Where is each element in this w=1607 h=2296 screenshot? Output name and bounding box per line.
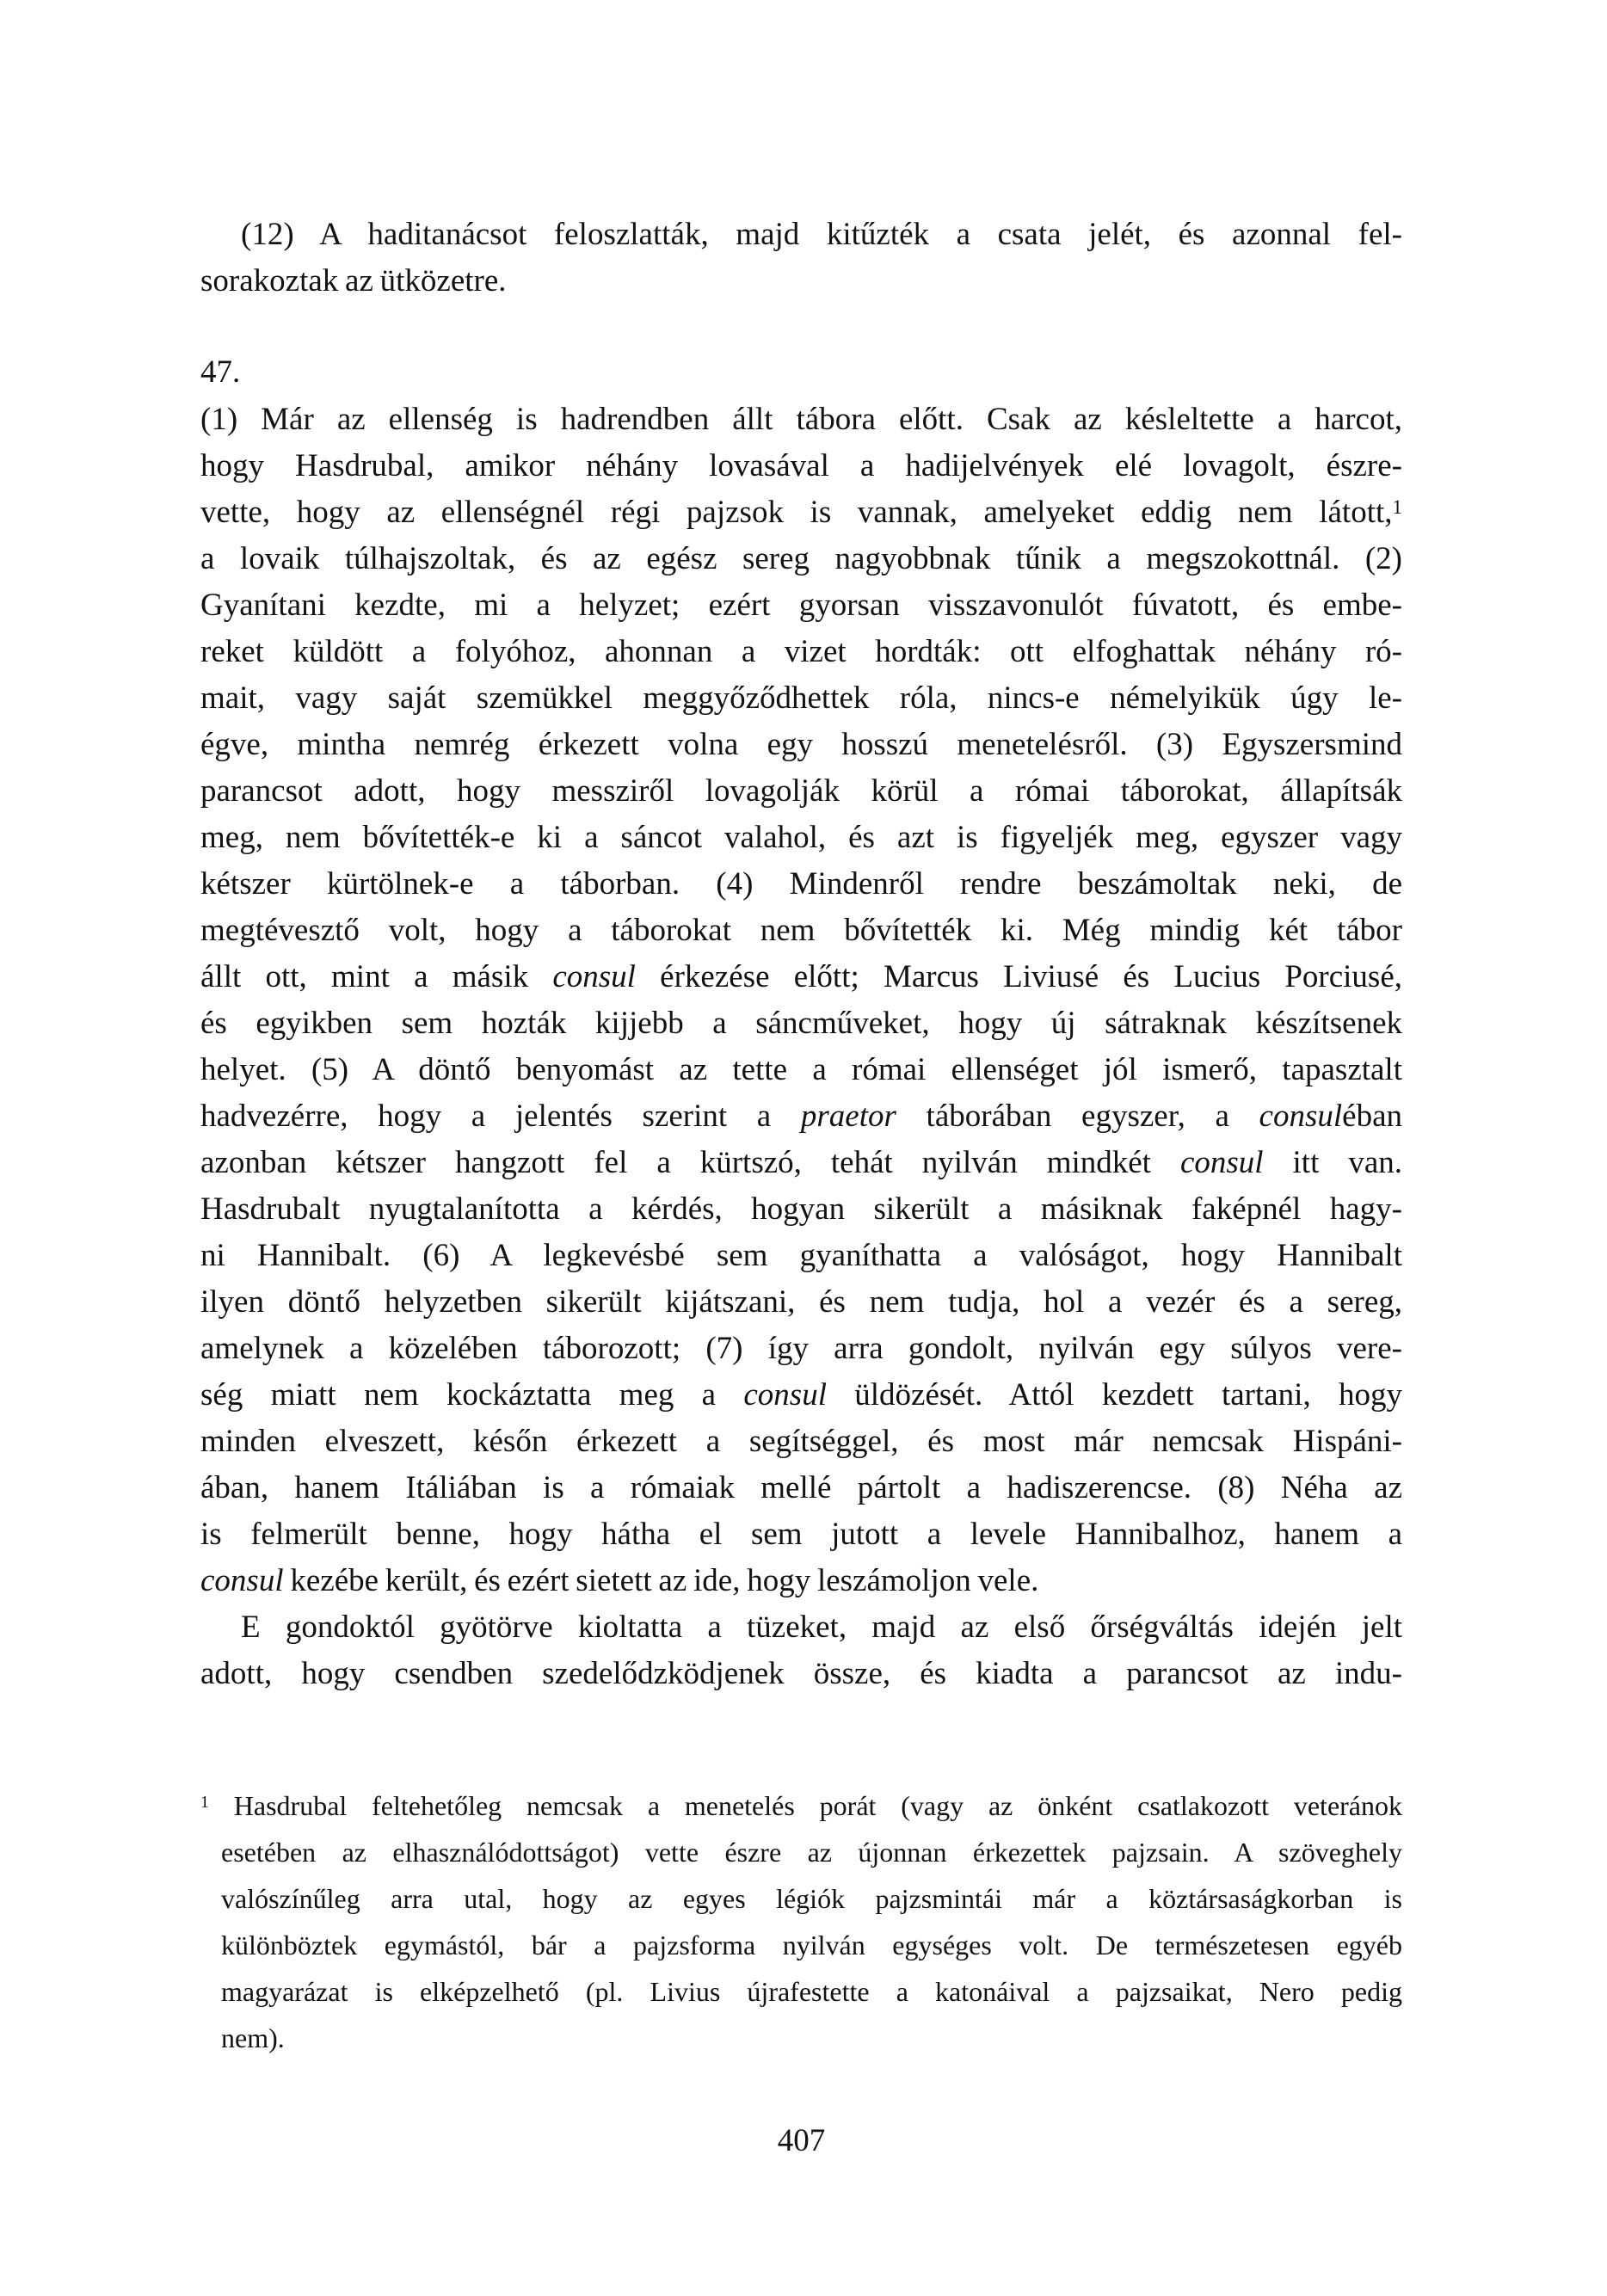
text-segment: azonban kétszer hangzott fel a kürtszó, tehát nyilván mindkét: [200, 1145, 1180, 1180]
text-line: [200, 1186, 1402, 1233]
page-number: 407: [777, 2123, 826, 2158]
text-segment: valószínűleg arra utal, hogy az egyes légiók pajzsmintái már a köztársaságkorban is: [221, 1883, 1402, 1914]
text-line: [200, 1372, 1402, 1419]
text-line: [200, 397, 1402, 443]
text-line: [200, 861, 1402, 908]
text-line: [200, 1511, 1402, 1558]
text-segment: ában, hanem Itáliában is a rómaiak mellé pártolt a hadiszerencse. (8) Néha az: [200, 1470, 1402, 1505]
footnote-marker: 1: [200, 1793, 209, 1813]
section-paragraph: [200, 397, 1402, 1604]
text-segment: hogy Hasdrubal, amikor néhány lovasával a hadijelvények elé lovagolt, észre-: [200, 448, 1402, 483]
section-heading: 47.: [200, 354, 241, 390]
text-line: [200, 1233, 1402, 1279]
text-segment: ilyen döntő helyzetben sikerült kijátszani, és nem tudja, hol a vezér és a sereg,: [200, 1284, 1402, 1320]
text-line: [200, 1326, 1402, 1372]
text-segment: magyarázat is elképzelhető (pl. Livius újrafestette a katonáival a pajzsaikat, Nero pedig: [221, 1976, 1402, 2007]
text-segment: kezébe került, és ezért sietett az ide, hogy leszámoljon vele.: [283, 1563, 1039, 1598]
text-segment: minden elveszett, későn érkezett a segítséggel, és most már nemcsak Hispáni-: [200, 1424, 1402, 1459]
text-segment: Hasdrubal feltehetőleg nemcsak a menetelés porát (vagy az önként csatlakozott veteránok: [208, 1790, 1402, 1821]
text-segment: reket küldött a folyóhoz, ahonnan a vizet hordták: ott elfoghattak néhány ró-: [200, 634, 1402, 669]
text-line: [200, 1093, 1402, 1140]
text-line: [200, 1651, 1402, 1697]
text-segment: állt ott, mint a másik: [200, 959, 553, 994]
italic-term: consul: [200, 1563, 284, 1598]
text-line: [200, 675, 1402, 722]
text-segment: Hasdrubalt nyugtalanította a kérdés, hogyan sikerült a másiknak faképnél hagy-: [200, 1191, 1402, 1227]
text-line: [200, 1782, 1402, 1829]
text-line: [200, 212, 1402, 258]
text-segment: különböztek egymástól, bár a pajzsforma nyilván egységes volt. De természetesen egyéb: [221, 1930, 1402, 1961]
text-line: [200, 1558, 1402, 1604]
text-line: [221, 1922, 1402, 1968]
text-segment: (1) Már az ellenség is hadrendben állt tábora előtt. Csak az késleltette a harcot,: [200, 402, 1402, 437]
text-segment: E gondoktól gyötörve kioltatta a tüzeket, majd az első őrségváltás idején jelt: [241, 1610, 1402, 1645]
text-line: [200, 258, 1402, 305]
text-line: [221, 1968, 1402, 2015]
italic-term: consul: [552, 959, 636, 994]
text-line: [221, 2015, 1402, 2061]
text-line: [200, 908, 1402, 954]
text-segment: amelynek a közelében táborozott; (7) így arra gondolt, nyilván egy súlyos vere-: [200, 1331, 1402, 1366]
text-segment: vette, hogy az ellenségnél régi pajzsok is vannak, amelyeket eddig nem látott,: [200, 495, 1393, 530]
text-segment: táborában egyszer, a: [896, 1099, 1259, 1134]
text-line: [221, 1875, 1402, 1922]
text-segment: (12) A haditanácsot feloszlatták, majd kitűzték a csata jelét, és azonnal fel-: [241, 217, 1402, 252]
text-line: [200, 954, 1402, 1000]
text-segment: ni Hannibalt. (6) A legkevésbé sem gyaníthatta a valóságot, hogy Hannibalt: [200, 1238, 1402, 1273]
text-line: [200, 1604, 1402, 1651]
text-segment: mait, vagy saját szemükkel meggyőződhettek róla, nincs-e némelyikük úgy le-: [200, 680, 1402, 716]
text-segment: Gyanítani kezdte, mi a helyzet; ezért gyorsan visszavonulót fúvatott, és embe-: [200, 588, 1402, 623]
closing-paragraph: [200, 1604, 1402, 1697]
text-segment: ség miatt nem kockáztatta meg a: [200, 1377, 744, 1413]
italic-term: consul: [1259, 1099, 1343, 1134]
text-segment: égve, mintha nemrég érkezett volna egy hosszú menetelésről. (3) Egyszersmind: [200, 727, 1402, 762]
text-line: [200, 1140, 1402, 1186]
text-segment: meg, nem bővítették-e ki a sáncot valahol, és azt is figyeljék meg, egyszer vagy: [200, 820, 1402, 855]
text-line: [200, 489, 1402, 536]
text-line: [200, 1465, 1402, 1511]
text-segment: adott, hogy csendben szedelődzködjenek össze, és kiadta a parancsot az indu-: [200, 1656, 1402, 1691]
italic-term: praetor: [800, 1099, 896, 1134]
text-line: [200, 1047, 1402, 1093]
text-line: [200, 1279, 1402, 1326]
text-segment: hadvezérre, hogy a jelentés szerint a: [200, 1099, 801, 1134]
text-segment: helyet. (5) A döntő benyomást az tette a római ellenséget jól ismerő, tapasztalt: [200, 1052, 1402, 1087]
text-line: [200, 1000, 1402, 1047]
text-line: [200, 536, 1402, 582]
text-line: [200, 582, 1402, 629]
italic-term: consul: [1179, 1145, 1264, 1180]
text-segment: érkezése előtt; Marcus Liviusé és Lucius Porciusé,: [635, 959, 1403, 994]
text-segment: és egyikben sem hozták kijjebb a sáncműveket, hogy új sátraknak készítsenek: [200, 1006, 1402, 1041]
text-line: [200, 629, 1402, 675]
text-segment: megtévesztő volt, hogy a táborokat nem bővítették ki. Még mindig két tábor: [200, 913, 1402, 948]
text-line: [200, 722, 1402, 768]
text-segment: itt van.: [1263, 1145, 1402, 1180]
text-line: [200, 443, 1402, 489]
footnote-marker: 1: [1392, 496, 1402, 518]
text-line: [200, 815, 1402, 861]
text-segment: kétszer kürtölnek-e a táborban. (4) Mindenről rendre beszámoltak neki, de: [200, 866, 1402, 902]
text-segment: parancsot adott, hogy messziről lovagolják körül a római táborokat, állapítsák: [200, 773, 1402, 809]
text-segment: esetében az elhasználódottságot) vette észre az újonnan érkezettek pajzsain. A szöveghely: [221, 1837, 1402, 1868]
opening-paragraph: [200, 212, 1402, 305]
text-segment: nem).: [221, 2022, 285, 2053]
text-line: [200, 768, 1402, 815]
text-line: [221, 1829, 1402, 1875]
text-segment: éban: [1342, 1099, 1403, 1134]
text-segment: sorakoztak az ütközetre.: [200, 263, 507, 299]
text-line: [200, 1419, 1402, 1465]
text-segment: üldözését. Attól kezdett tartani, hogy: [826, 1377, 1403, 1413]
footnote: [200, 1782, 1402, 2061]
text-segment: is felmerült benne, hogy hátha el sem jutott a levele Hannibalhoz, hanem a: [200, 1517, 1402, 1552]
italic-term: consul: [743, 1377, 827, 1413]
text-segment: a lovaik túlhajszoltak, és az egész sereg nagyobbnak tűnik a megszokottnál. (2): [200, 541, 1402, 576]
